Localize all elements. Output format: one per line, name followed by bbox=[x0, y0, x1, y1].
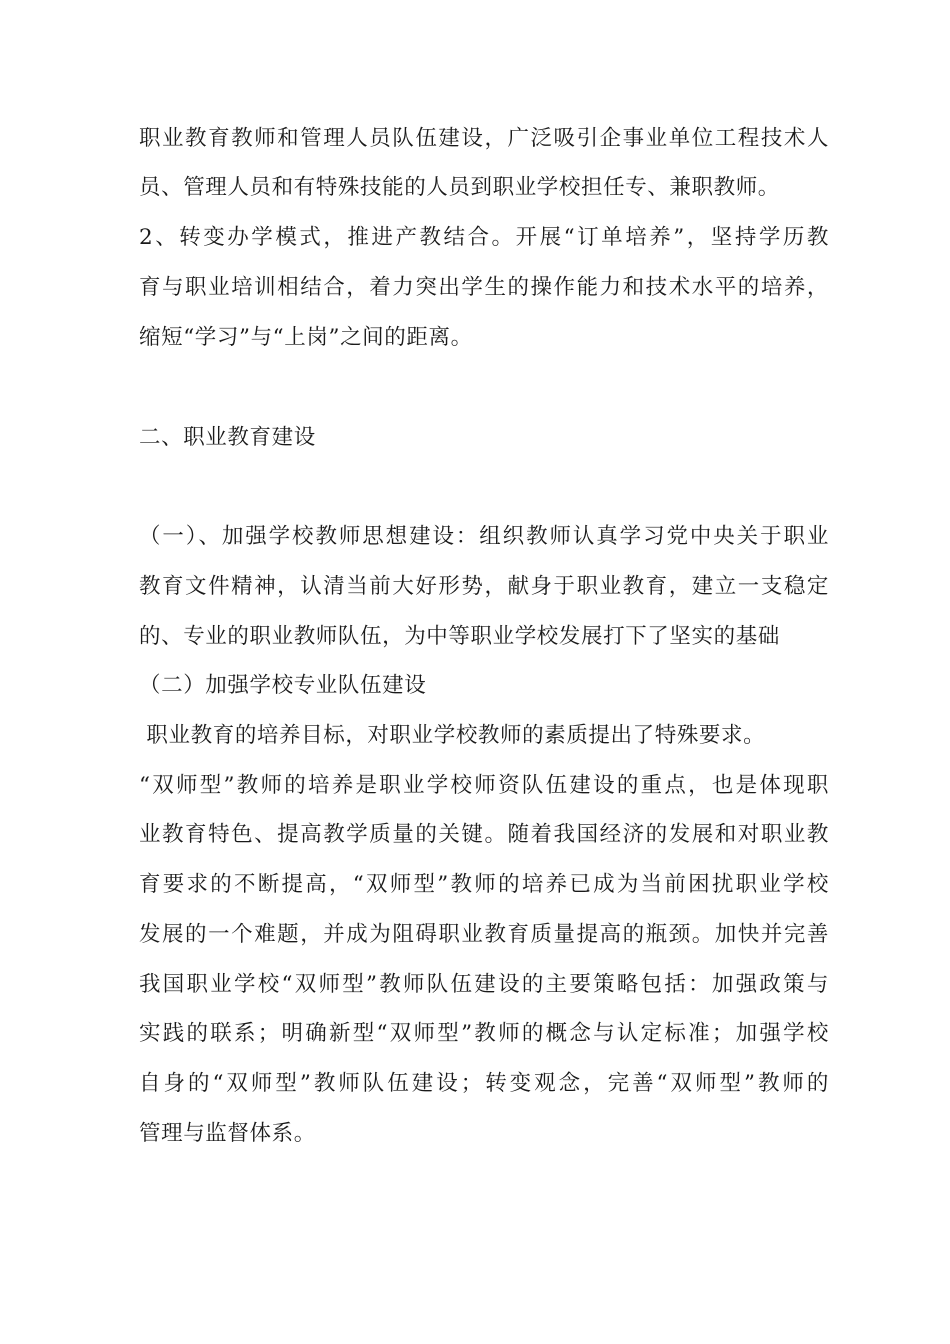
paragraph-line: 育要求的不断提高，“双师型”教师的培养已成为当前困扰职业学校 bbox=[139, 872, 829, 897]
paragraph-line: 发展的一个难题，并成为阻碍职业教育质量提高的瓶颈。加快并完善 bbox=[139, 922, 829, 947]
paragraph-line: 业教育特色、提高教学质量的关键。随着我国经济的发展和对职业教 bbox=[139, 822, 829, 847]
paragraph-line: （一）、加强学校教师思想建设：组织教师认真学习党中央关于职业 bbox=[139, 524, 829, 549]
section-heading: 二、职业教育建设 bbox=[139, 425, 316, 450]
paragraph-line: 员、管理人员和有特殊技能的人员到职业学校担任专、兼职教师。 bbox=[139, 175, 780, 200]
paragraph-line: 教育文件精神，认清当前大好形势，献身于职业教育，建立一支稳定 bbox=[139, 574, 829, 599]
paragraph-line: 的、专业的职业教师队伍，为中等职业学校发展打下了坚实的基础 bbox=[139, 624, 780, 649]
paragraph-line: 自身的“双师型”教师队伍建设；转变观念，完善“双师型”教师的 bbox=[139, 1071, 829, 1096]
paragraph-line: 缩短“学习”与“上岗”之间的距离。 bbox=[139, 325, 473, 350]
paragraph-line: 实践的联系；明确新型“双师型”教师的概念与认定标准；加强学校 bbox=[139, 1021, 829, 1046]
paragraph-line: 管理与监督体系。 bbox=[139, 1121, 316, 1146]
paragraph-line: 育与职业培训相结合，着力突出学生的操作能力和技术水平的培养， bbox=[139, 275, 829, 300]
paragraph-line: 我国职业学校“双师型”教师队伍建设的主要策略包括：加强政策与 bbox=[139, 972, 829, 997]
paragraph-line: 职业教育的培养目标，对职业学校教师的素质提出了特殊要求。 bbox=[139, 723, 766, 748]
paragraph-line: “双师型”教师的培养是职业学校师资队伍建设的重点，也是体现职 bbox=[139, 773, 829, 798]
paragraph-line: 职业教育教师和管理人员队伍建设，广泛吸引企事业单位工程技术人 bbox=[139, 126, 829, 151]
subsection-heading: （二）加强学校专业队伍建设 bbox=[139, 673, 427, 698]
paragraph-line: 2、转变办学模式，推进产教结合。开展“订单培养”，坚持学历教 bbox=[139, 225, 829, 250]
